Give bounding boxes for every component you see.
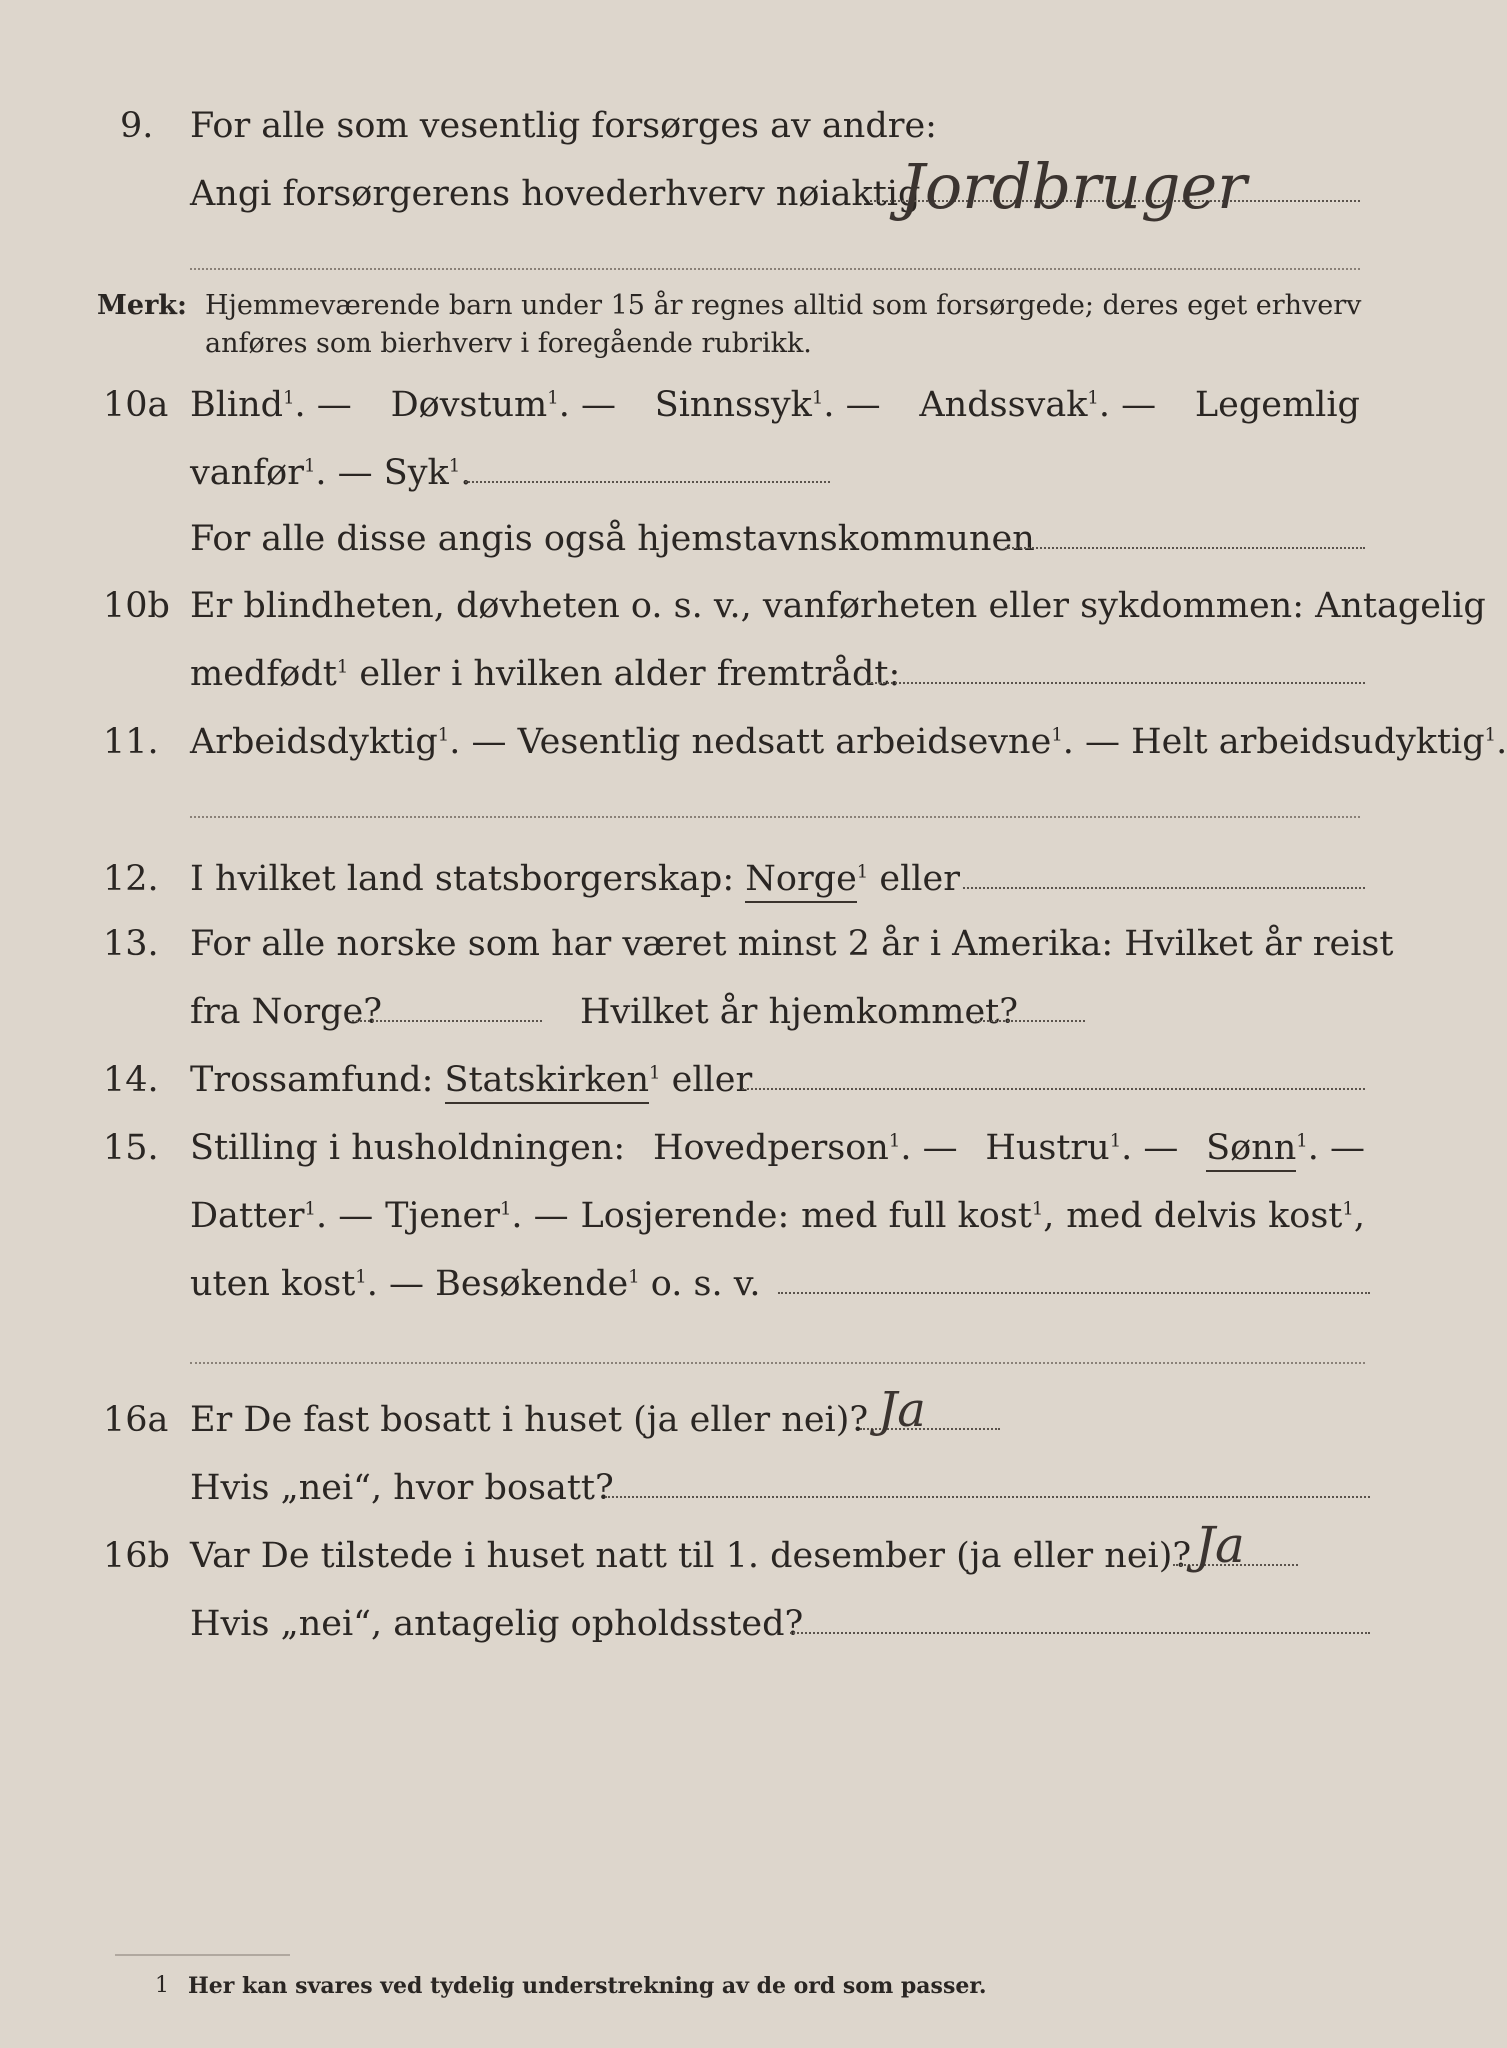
q16b-opholdssted-line[interactable] (790, 1632, 1370, 1634)
opt-vanfor[interactable]: vanfør (190, 453, 304, 493)
divider (190, 268, 1360, 270)
opt-hovedperson[interactable]: Hovedperson (652, 1128, 889, 1168)
q10a-syk-line[interactable] (465, 481, 830, 483)
opt-andssvak[interactable]: Andssvak (919, 385, 1088, 425)
q11-number: 11. (103, 722, 159, 762)
q10b-number: 10b (103, 586, 170, 626)
opt-hustru[interactable]: Hustru (985, 1128, 1110, 1168)
opt-medfodt[interactable]: medfødt (190, 654, 337, 694)
opt-arbeidsdyktig[interactable]: Arbeidsdyktig (190, 722, 438, 762)
opt-norge[interactable]: Norge (745, 859, 857, 903)
q9-number: 9. (120, 106, 154, 146)
q16a-bosatt-line[interactable] (605, 1496, 1370, 1498)
q10a-line1: Blind$^1$. — Døvstum$^1$. — Sinnssyk$^1$. — Andssvak$^1$. — Legemlig (190, 385, 1360, 425)
q10a-number: 10a (103, 385, 169, 425)
q12-number: 12. (103, 859, 159, 899)
opt-udyktig[interactable]: Helt arbeidsudyktig (1131, 722, 1485, 762)
q13-fra: fra Norge? (190, 992, 382, 1032)
q16a-handwritten-answer: Ja (878, 1382, 926, 1438)
q13-fra-line[interactable] (352, 1020, 542, 1022)
q16b-line2: Hvis „nei“, antagelig opholdssted? (190, 1604, 804, 1644)
q9-line2: Angi forsørgerens hovederhverv nøiaktig (190, 174, 921, 214)
opt-medfull[interactable]: med full kost (801, 1196, 1032, 1236)
merk-label: Merk: (97, 290, 187, 321)
q16b-line1: Var De tilstede i huset natt til 1. desember (ja eller nei)? (190, 1536, 1192, 1576)
q9-line1: For alle som vesentlig forsørges av andre: (190, 106, 937, 146)
opt-meddelvis[interactable]: med delvis kost (1066, 1196, 1343, 1236)
q10b-alder-line[interactable] (868, 682, 1365, 684)
opt-sonn[interactable]: Sønn (1206, 1128, 1296, 1172)
divider (190, 816, 1360, 818)
q10a-kommune-line[interactable] (1005, 547, 1365, 549)
opt-besokende[interactable]: Besøkende (435, 1264, 629, 1304)
q15-number: 15. (103, 1128, 159, 1168)
q9-handwritten-answer: Jordbruger (900, 150, 1247, 223)
opt-legemlig[interactable]: Legemlig (1194, 385, 1360, 425)
q10a-line2: vanfør$^1$. — Syk$^1$. (190, 453, 472, 493)
opt-statskirken[interactable]: Statskirken (445, 1060, 650, 1104)
q16b-handwritten-answer: Ja (1195, 1516, 1245, 1574)
opt-syk[interactable]: Syk (383, 453, 449, 493)
footnote-text: Her kan svares ved tydelig understrekning av de ord som passer. (188, 1973, 987, 1999)
q13-hjem: Hvilket år hjemkommet? (580, 992, 1019, 1032)
q15-osv-line[interactable] (778, 1292, 1370, 1294)
q10b-line2: medfødt$^1$ eller i hvilken alder fremtrådt: (190, 654, 901, 694)
q13-line1: For alle norske som har været minst 2 år i Amerika: Hvilket år reist (190, 924, 1394, 964)
q14-line: Trossamfund: Statskirken$^1$ eller (190, 1058, 752, 1102)
q12-land-line[interactable] (963, 887, 1365, 889)
footnote-rule (115, 1954, 290, 1956)
opt-sinnssyk[interactable]: Sinnssyk (654, 385, 812, 425)
merk-line2: anføres som bierhverv i foregående rubrikk. (205, 328, 812, 359)
q15-line2: Datter$^1$. — Tjener$^1$. — Losjerende: med full kost$^1$, med delvis kost$^1$, (190, 1196, 1365, 1236)
q13-number: 13. (103, 924, 159, 964)
q14-trossamfund-line[interactable] (742, 1088, 1365, 1090)
q15-line1: Stilling i husholdningen: Hovedperson$^1$. — Hustru$^1$. — Sønn$^1$. — (190, 1126, 1365, 1170)
q10b-line1: Er blindheten, døvheten o. s. v., vanførheten eller sykdommen: Antagelig (190, 586, 1486, 626)
q11-line: Arbeidsdyktig$^1$. — Vesentlig nedsatt arbeidsevne$^1$. — Helt arbeidsudyktig$^1$. (190, 722, 1507, 762)
q12-line: I hvilket land statsborgerskap: Norge$^1$ eller (190, 857, 960, 901)
opt-nedsatt[interactable]: Vesentlig nedsatt arbeidsevne (517, 722, 1052, 762)
q16a-number: 16a (103, 1400, 169, 1440)
footnote-mark: 1 (155, 1973, 169, 1998)
merk-line1: Hjemmeværende barn under 15 år regnes alltid som forsørgede; deres eget erhverv (205, 290, 1362, 321)
q16a-line1: Er De fast bosatt i huset (ja eller nei)? (190, 1400, 869, 1440)
opt-tjener[interactable]: Tjener (385, 1196, 500, 1236)
q13-hjem-line[interactable] (975, 1020, 1085, 1022)
q16b-number: 16b (103, 1536, 170, 1576)
opt-uten[interactable]: uten kost (190, 1264, 356, 1304)
opt-datter[interactable]: Datter (190, 1196, 305, 1236)
divider (190, 1362, 1365, 1364)
q16a-line2: Hvis „nei“, hvor bosatt? (190, 1468, 614, 1508)
q10a-line3: For alle disse angis også hjemstavnskommunen (190, 519, 1035, 559)
opt-blind[interactable]: Blind (190, 385, 284, 425)
q14-number: 14. (103, 1060, 159, 1100)
opt-dovstum[interactable]: Døvstum (390, 385, 548, 425)
q15-line3: uten kost$^1$. — Besøkende$^1$ o. s. v. (190, 1264, 761, 1304)
